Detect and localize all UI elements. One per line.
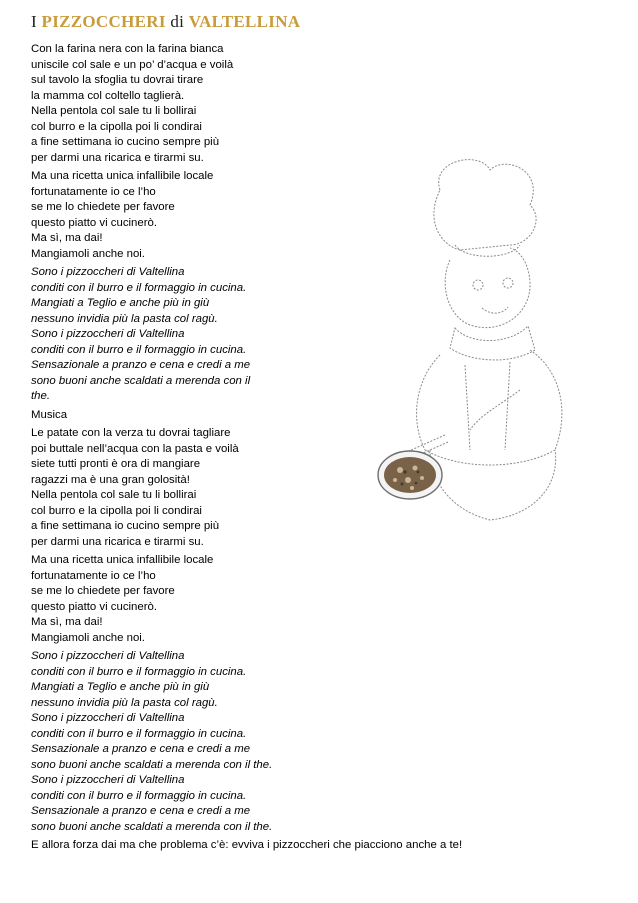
lyric-line: Nella pentola col sale tu li bollirai: [31, 489, 197, 501]
lyric-line: Sensazionale a pranzo e cena e credi a me: [31, 805, 251, 817]
lyric-line: Nella pentola col sale tu li bollirai: [31, 105, 197, 117]
lyric-line: col burro e la cipolla poi li condirai: [31, 120, 202, 133]
lyric-line: conditi con il burro e il formaggio in cucina.: [31, 727, 247, 740]
lyric-line: siete tutti pronti è ora di mangiare: [31, 458, 201, 470]
lyric-line: se me lo chiedete per favore: [31, 201, 175, 213]
lyric-line: the.: [31, 390, 50, 402]
lyric-line: uniscile col sale e un po’ d’acqua e voilà: [31, 58, 234, 71]
lyric-line: Sensazionale a pranzo e cena e credi a me: [31, 359, 251, 371]
lyric-line: questo piatto vi cucinerò.: [31, 600, 158, 613]
lyric-line: sono buoni anche scaldati a merenda con il: [31, 374, 251, 387]
lyric-line: ragazzi ma è una gran golosità!: [31, 473, 190, 486]
lyric-line: E allora forza dai ma che problema c’è: evviva i pizzoccheri che piacciono anche a te!: [31, 839, 463, 851]
lyric-line: Ma una ricetta unica infallibile locale: [31, 554, 214, 566]
verse-stanza: [31, 553, 591, 646]
lyric-line: Le patate con la verza tu dovrai tagliare: [31, 427, 231, 439]
page-title: [31, 12, 300, 32]
lyric-line: Mangiati a Teglio e anche più in giù: [31, 681, 210, 693]
lyric-line: Mangiamoli anche noi.: [31, 631, 145, 644]
lyric-line: Sono i pizzoccheri di Valtellina: [31, 650, 185, 662]
lyric-line: conditi con il burro e il formaggio in cucina.: [31, 343, 247, 356]
lyric-line: Mangiati a Teglio e anche più in giù: [31, 297, 210, 309]
lyric-line: nessuno invidia più la pasta col ragù.: [31, 696, 218, 709]
lyric-line: sono buoni anche scaldati a merenda con il the.: [31, 820, 273, 833]
lyric-line: conditi con il burro e il formaggio in cucina.: [31, 665, 247, 678]
lyric-line: Con la farina nera con la farina bianca: [31, 43, 224, 55]
lyric-line: la mamma col coltello taglierà.: [31, 89, 185, 102]
lyric-line: Musica: [31, 408, 68, 421]
lyric-line: Mangiamoli anche noi.: [31, 247, 145, 260]
lyric-line: Sono i pizzoccheri di Valtellina: [31, 712, 185, 724]
lyric-line: Sono i pizzoccheri di Valtellina: [31, 328, 185, 340]
lyric-line: sono buoni anche scaldati a merenda con il the.: [31, 758, 273, 771]
lyric-line: per darmi una ricarica e tirarmi su.: [31, 535, 204, 548]
title-word-pizzoccheri: PIZZOCCHERI: [41, 12, 166, 31]
lyric-line: questo piatto vi cucinerò.: [31, 216, 158, 229]
title-connector: di: [170, 12, 185, 31]
lyric-line: per darmi una ricarica e tirarmi su.: [31, 151, 204, 164]
lyric-line: conditi con il burro e il formaggio in cucina.: [31, 281, 247, 294]
lyric-line: sul tavolo la sfoglia tu dovrai tirare: [31, 74, 204, 86]
lyric-line: fortunatamente io ce l’ho: [31, 185, 156, 198]
lyric-line: Sensazionale a pranzo e cena e credi a me: [31, 743, 251, 755]
lyric-line: a fine settimana io cucino sempre più: [31, 520, 220, 532]
lyric-line: a fine settimana io cucino sempre più: [31, 136, 220, 148]
chef-cartoon-illustration: [370, 150, 610, 540]
lyric-line: Sono i pizzoccheri di Valtellina: [31, 774, 185, 786]
chorus-stanza: [31, 649, 591, 835]
title-prefix: I: [31, 12, 37, 31]
lyric-line: nessuno invidia più la pasta col ragù.: [31, 312, 218, 325]
verse-stanza: [31, 42, 591, 166]
lyric-line: Ma sì, ma dai!: [31, 616, 103, 628]
lyric-line: se me lo chiedete per favore: [31, 585, 175, 597]
lyric-line: conditi con il burro e il formaggio in cucina.: [31, 789, 247, 802]
lyric-line: Ma una ricetta unica infallibile locale: [31, 170, 214, 182]
lyric-line: Ma sì, ma dai!: [31, 232, 103, 244]
lyric-line: fortunatamente io ce l’ho: [31, 569, 156, 582]
lyric-line: Sono i pizzoccheri di Valtellina: [31, 266, 185, 278]
lyric-line: col burro e la cipolla poi li condirai: [31, 504, 202, 517]
title-word-valtellina: VALTELLINA: [188, 12, 301, 31]
lyric-line: poi buttale nell’acqua con la pasta e voilà: [31, 442, 239, 455]
verse-stanza: [31, 838, 591, 854]
